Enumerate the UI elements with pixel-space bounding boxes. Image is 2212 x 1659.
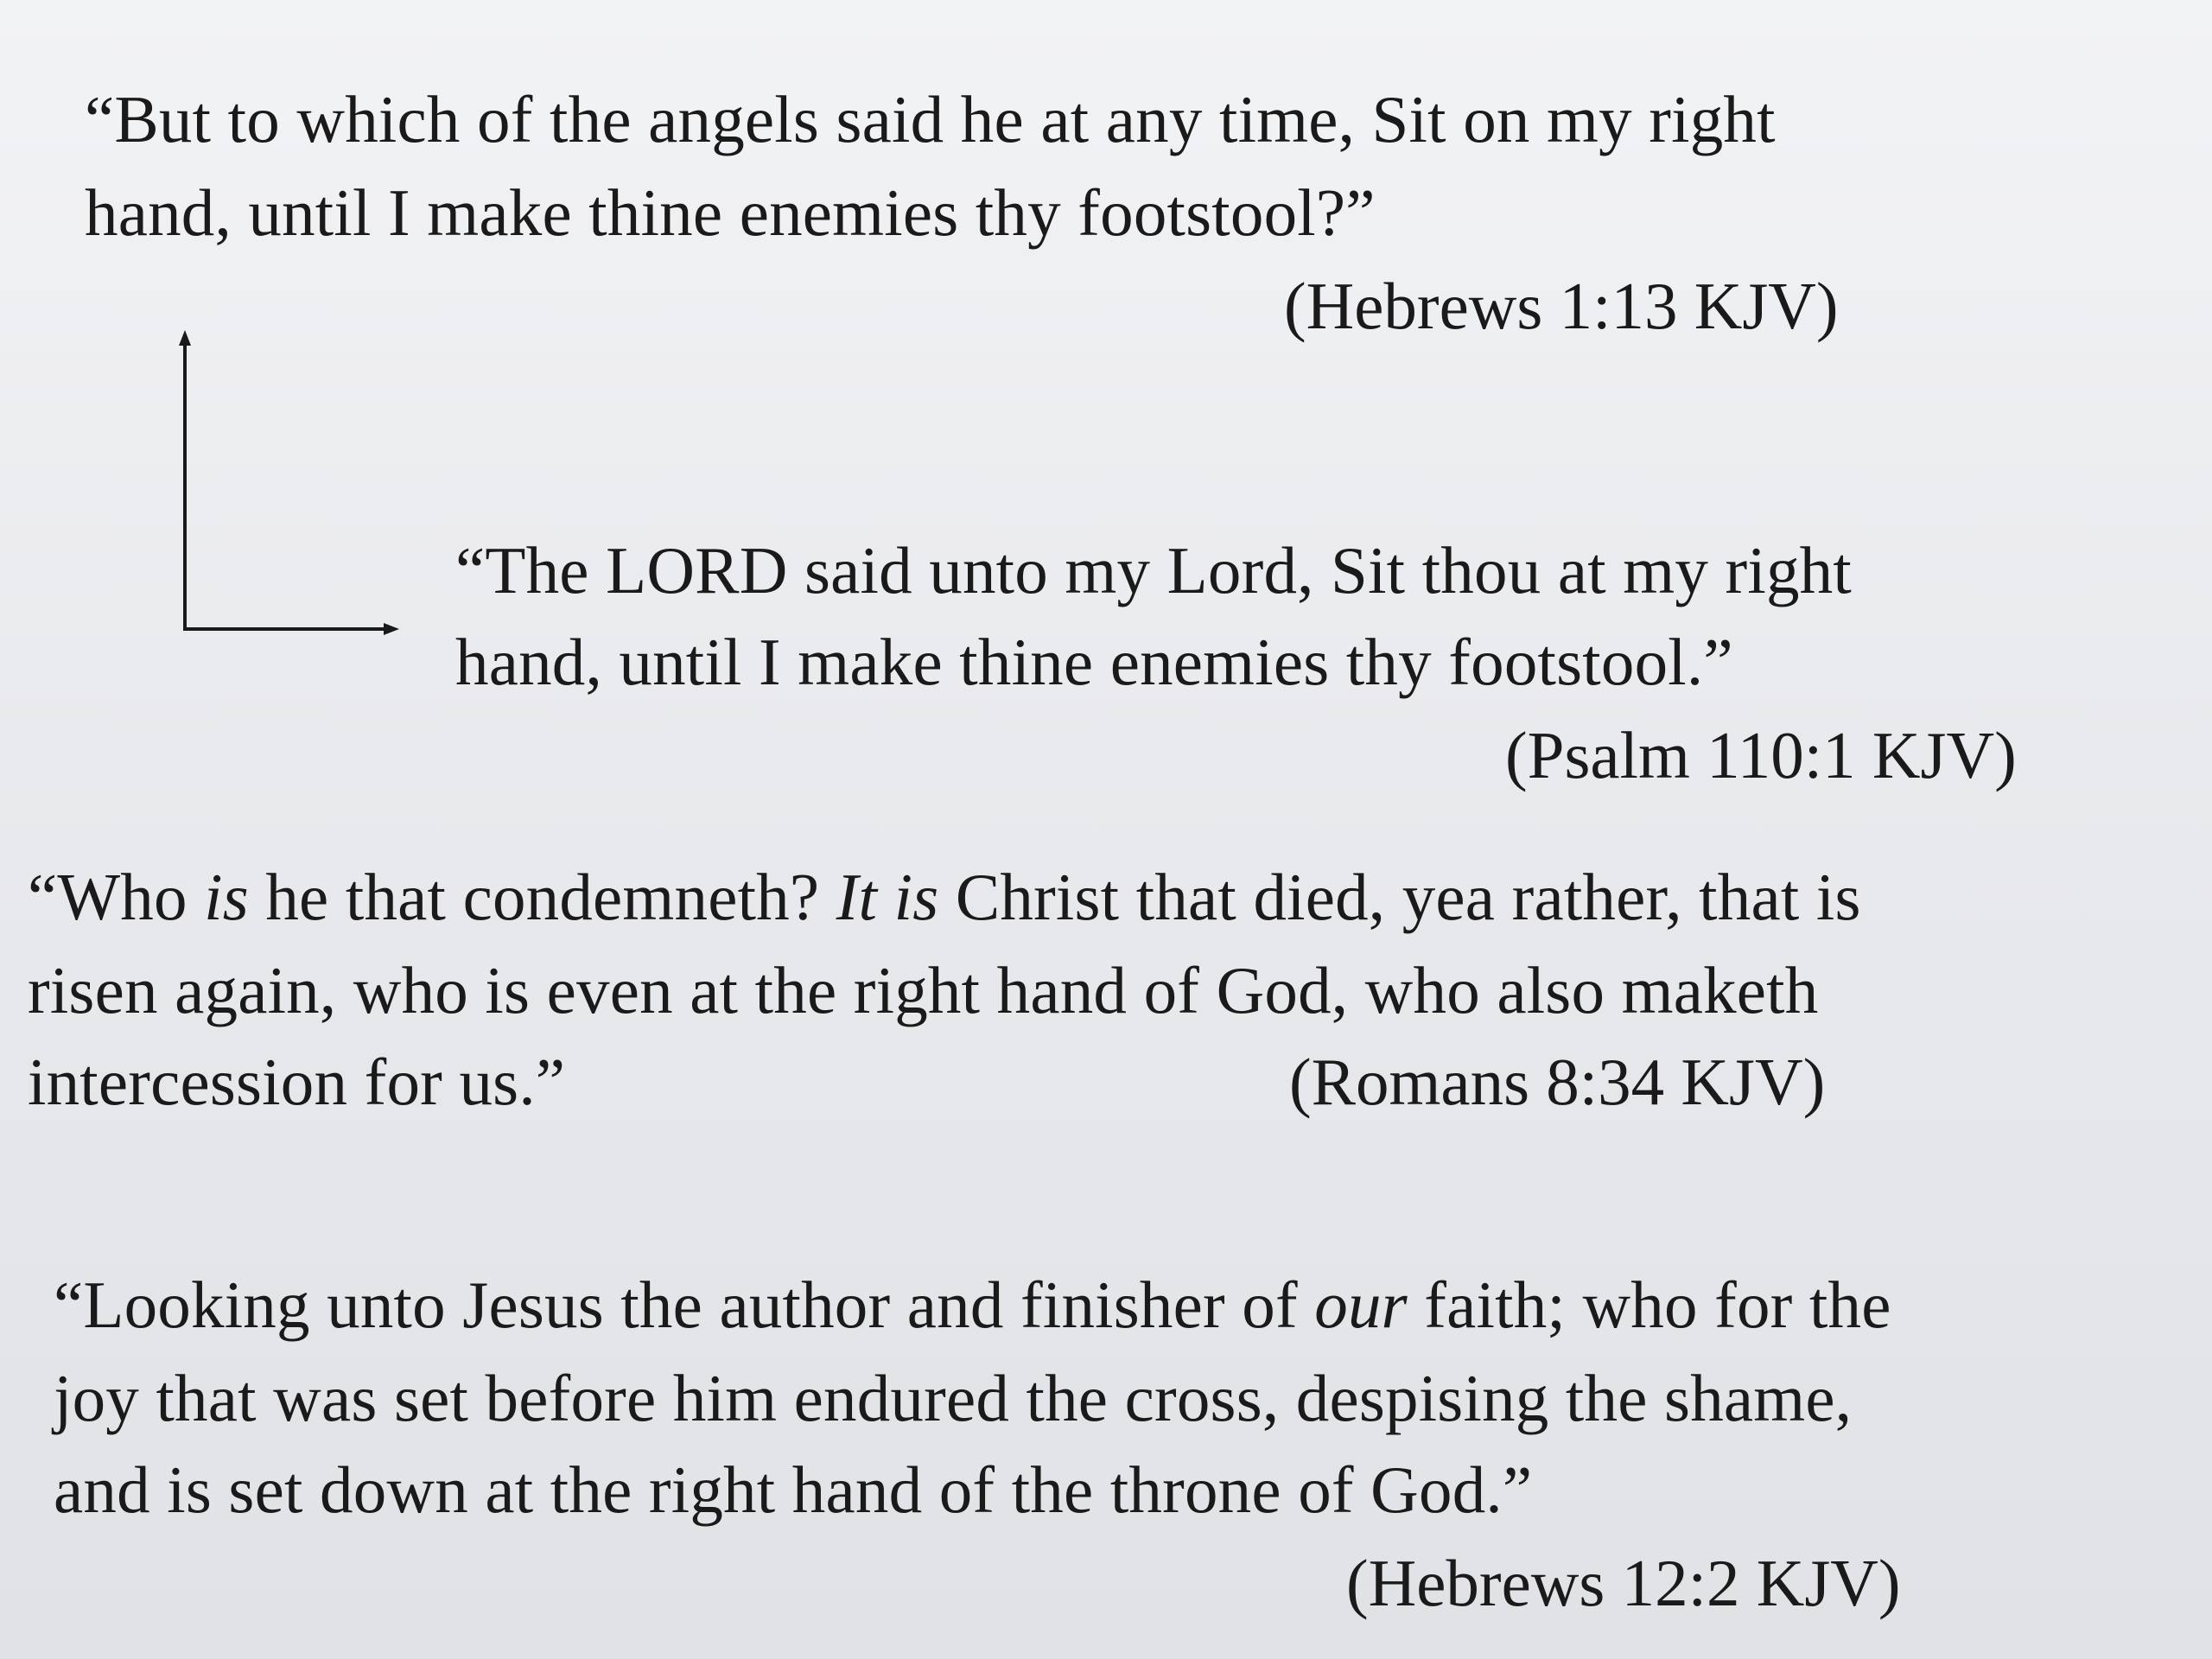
quote-line: “Looking unto Jesus the author and finisher of our faith; who for the xyxy=(54,1268,1891,1342)
verse-reference: (Hebrews 12:2 KJV) xyxy=(1346,1546,1901,1620)
quote-line: hand, until I make thine enemies thy footstool?” xyxy=(85,175,1376,250)
verse-reference: (Romans 8:34 KJV) xyxy=(1289,1045,1826,1119)
verse-reference: (Hebrews 1:13 KJV) xyxy=(1284,269,1839,343)
connector-arrow-icon xyxy=(164,328,406,639)
quote-line: “But to which of the angels said he at any time, Sit on my right xyxy=(85,82,1776,156)
verse-reference: (Psalm 110:1 KJV) xyxy=(1505,718,2017,792)
quote-line: hand, until I make thine enemies thy footstool.” xyxy=(455,625,1733,699)
quote-line: risen again, who is even at the right hand of God, who also maketh xyxy=(28,953,1819,1027)
quote-line: intercession for us.” xyxy=(28,1045,566,1119)
quote-line: “Who is he that condemneth? It is Christ that died, yea rather, that is xyxy=(28,860,1861,934)
quote-line: joy that was set before him endured the cross, despising the shame, xyxy=(54,1361,1853,1435)
quote-line: and is set down at the right hand of the throne of God.” xyxy=(54,1452,1533,1527)
quote-line: “The LORD said unto my Lord, Sit thou at my right xyxy=(455,533,1852,607)
